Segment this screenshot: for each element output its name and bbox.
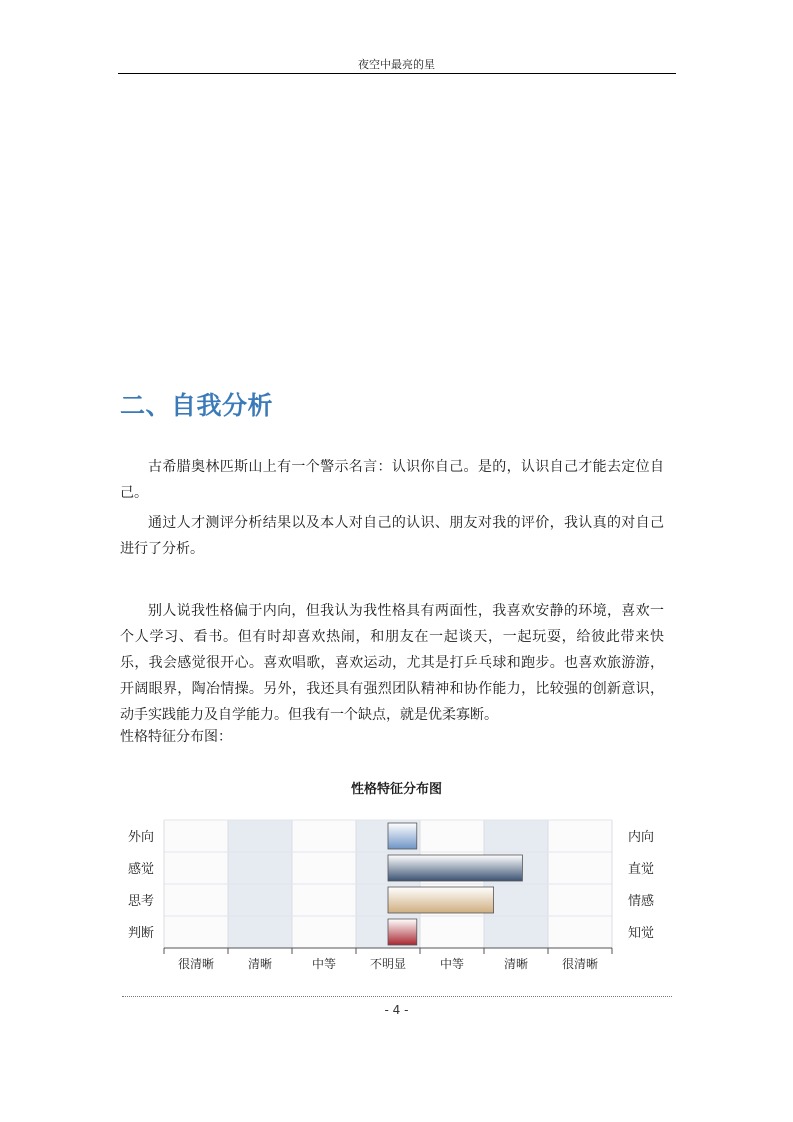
left-label: 判断 <box>128 926 155 941</box>
page-number: - 4 - <box>384 1003 409 1017</box>
x-tick-label: 很清晰 <box>177 957 215 971</box>
x-tick-label: 清晰 <box>247 957 273 971</box>
paragraph-3: 别人说我性格偏于内向，但我认为我性格具有两面性，我喜欢安静的环境，喜欢一个人学习、看书。但有时却喜欢热闹，和朋友在一起谈天，一起玩耍，给彼此带来快乐，我会感觉很开心。喜欢唱歌，喜欢运动，尤其是打乒乓球和跑步。也喜欢旅游游，开阔眼界，陶冶情操。另外，我还具有强烈团队精神和协作能力，比较强的创新意识，动手实践能力及自学能力。但我有一个缺点，就是优柔寡断。 <box>120 603 664 723</box>
x-tick-label: 中等 <box>439 957 465 971</box>
x-tick-label: 很清晰 <box>561 957 599 971</box>
bar-3 <box>388 919 417 945</box>
right-label: 情感 <box>628 894 655 909</box>
bar-1 <box>388 855 522 881</box>
bar-0 <box>388 823 417 849</box>
right-label: 直觉 <box>628 862 655 877</box>
paragraph-1: 古希腊奥林匹斯山上有一个警示名言：认识你自己。是的，认识自己才能去定位自己。 <box>120 459 664 501</box>
bar-2 <box>388 887 494 913</box>
personality-chart <box>118 800 678 980</box>
chart-caption: 性格特征分布图： <box>120 729 232 745</box>
paragraph-2: 通过人才测评分析结果以及本人对自己的认识、朋友对我的评价，我认真的对自己进行了分析。 <box>120 515 664 557</box>
left-label: 思考 <box>128 894 155 909</box>
section-heading: 二、自我分析 <box>120 391 274 420</box>
x-tick-label: 不明显 <box>369 957 407 971</box>
chart-title: 性格特征分布图 <box>350 782 442 797</box>
left-label: 外向 <box>128 830 155 845</box>
x-tick-label: 中等 <box>311 957 337 971</box>
header-title: 夜空中最亮的星 <box>358 58 435 71</box>
right-label: 内向 <box>628 830 655 845</box>
header-rule <box>118 73 676 74</box>
x-tick-label: 清晰 <box>503 957 529 971</box>
right-label: 知觉 <box>628 926 655 941</box>
left-label: 感觉 <box>128 862 155 877</box>
footer-rule <box>122 996 672 997</box>
